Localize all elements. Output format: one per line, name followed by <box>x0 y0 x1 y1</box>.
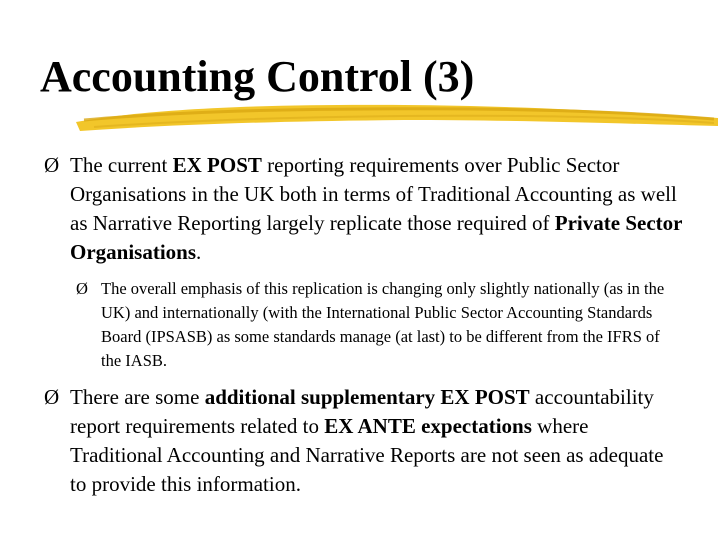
bullet-2 <box>44 383 684 499</box>
slide-title: Accounting Control (3) <box>40 52 475 101</box>
bullet-2-text: where Traditional Accounting and Narrative Reports are not seen as adequate to provide this information. <box>70 414 664 496</box>
bullet-1-text: . <box>196 240 202 264</box>
bullet-1-text: reporting requirements over Public Sector Organisations in the UK both in terms of Traditional Accounting as well as Narrative Reporting largely replicate those required of <box>70 153 677 235</box>
sub-bullet-1-text: The overall emphasis of this replication is changing only slightly nationally (as in the UK) and internationally (with the International Public Sector Accounting Standards Board (IPSASB) as some standards manage (at last) to be different from the IFRS of the IASB. <box>101 279 665 370</box>
slide-content <box>44 151 684 499</box>
arrow-bullet-icon: Ø <box>44 153 60 177</box>
arrow-bullet-icon: Ø <box>44 385 60 409</box>
bullet-2-bold-ex-ante: EX ANTE expectations <box>324 414 532 438</box>
bullet-2-text: accountability report requirements related to <box>70 385 654 438</box>
bullet-1-bold-private-sector: Private Sector Organisations <box>70 211 683 264</box>
bullet-2-text: There are some <box>70 385 205 409</box>
bullet-1-text: The current <box>70 153 173 177</box>
bullet-2-bold-supplementary: additional supplementary EX POST <box>204 385 530 409</box>
bullet-1 <box>44 151 684 267</box>
title-underline-brushstroke <box>74 100 720 134</box>
arrow-bullet-icon: Ø <box>76 279 88 298</box>
bullet-1-bold-ex-post: EX POST <box>172 153 262 177</box>
sub-bullet-1 <box>76 277 684 373</box>
